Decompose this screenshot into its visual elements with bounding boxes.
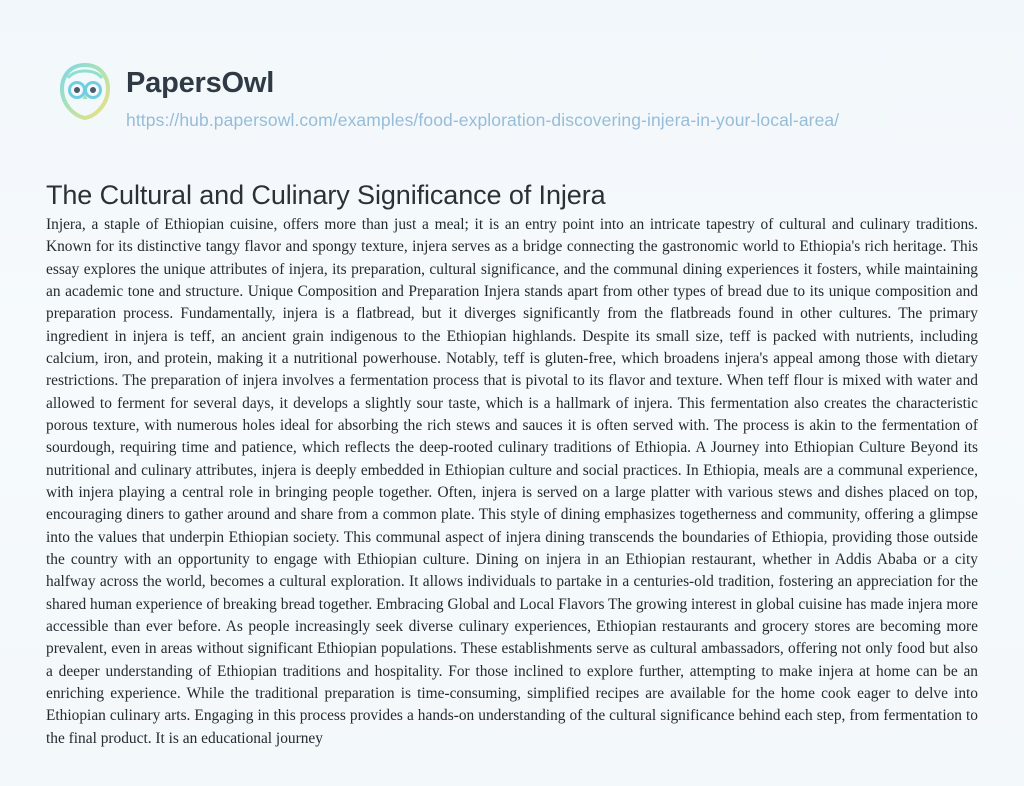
owl-logo-icon [54, 60, 116, 122]
brand-text-block [126, 58, 274, 98]
document-body-text: Injera, a staple of Ethiopian cuisine, offers more than just a meal; it is an entry point into an intricate tapestry of cultural and culinary traditions. Known for its distinctive tangy flavor and spongy texture, injera serves as a bridge connecting the gastronomic world to Ethiopia's rich heritage. This essay explores the unique attributes of injera, its preparation, cultural significance, and the communal dining experiences it fosters, while maintaining an academic tone and structure. Unique Composition and Preparation Injera stands apart from other types of bread due to its unique composition and preparation process. Fundamentally, injera is a flatbread, but it diverges significantly from the flatbreads found in other cultures. The primary ingredient in injera is teff, an ancient grain indigenous to the Ethiopian highlands. Despite its small size, teff is packed with nutrients, including calcium, iron, and protein, making it a nutritional powerhouse. Notably, teff is gluten-free, which broadens injera's appeal among those with dietary restrictions. The preparation of injera involves a fermentation process that is pivotal to its flavor and texture. When teff flour is mixed with water and allowed to ferment for several days, it develops a slightly sour taste, which is a hallmark of injera. This fermentation also creates the characteristic porous texture, with numerous holes ideal for absorbing the rich stews and sauces it is often served with. The process is akin to the fermentation of sourdough, requiring time and patience, which reflects the deep-rooted culinary traditions of Ethiopia. A Journey into Ethiopian Culture Beyond its nutritional and culinary attributes, injera is deeply embedded in Ethiopian culture and social practices. In Ethiopia, meals are a communal experience, with injera playing a central role in bringing people together. Often, injera is served on a large platter with various stews and dishes placed on top, encouraging diners to gather around and share from a common plate. This style of dining emphasizes togetherness and community, offering a glimpse into the values that underpin Ethiopian society. This communal aspect of injera dining transcends the boundaries of Ethiopia, providing those outside the country with an opportunity to engage with Ethiopian culture. Dining on injera in an Ethiopian restaurant, whether in Addis Ababa or a city halfway across the world, becomes a cultural exploration. It allows individuals to partake in a centuries-old tradition, fostering an appreciation for the shared human experience of breaking bread together. Embracing Global and Local Flavors The growing interest in global cuisine has made injera more accessible than ever before. As people increasingly seek diverse culinary experiences, Ethiopian restaurants and grocery stores are becoming more prevalent, even in areas without significant Ethiopian populations. These establishments serve as cultural ambassadors, offering not only food but also a deeper understanding of Ethiopian traditions and hospitality. For those inclined to explore further, attempting to make injera at home can be an enriching experience. While the traditional preparation is time-consuming, simplified recipes are available for the home cook eager to delve into Ethiopian culinary arts. Engaging in this process provides a hands-on understanding of the cultural significance behind each step, from fermentation to the final product. It is an educational journey [46, 216, 982, 747]
site-header [46, 58, 978, 136]
site-url[interactable]: https://hub.papersowl.com/examples/food-exploration-discovering-injera-in-your-local-area/ [126, 110, 840, 130]
page-title: The Cultural and Culinary Significance of Injera [46, 180, 606, 211]
brand-name: PapersOwl [126, 67, 275, 99]
